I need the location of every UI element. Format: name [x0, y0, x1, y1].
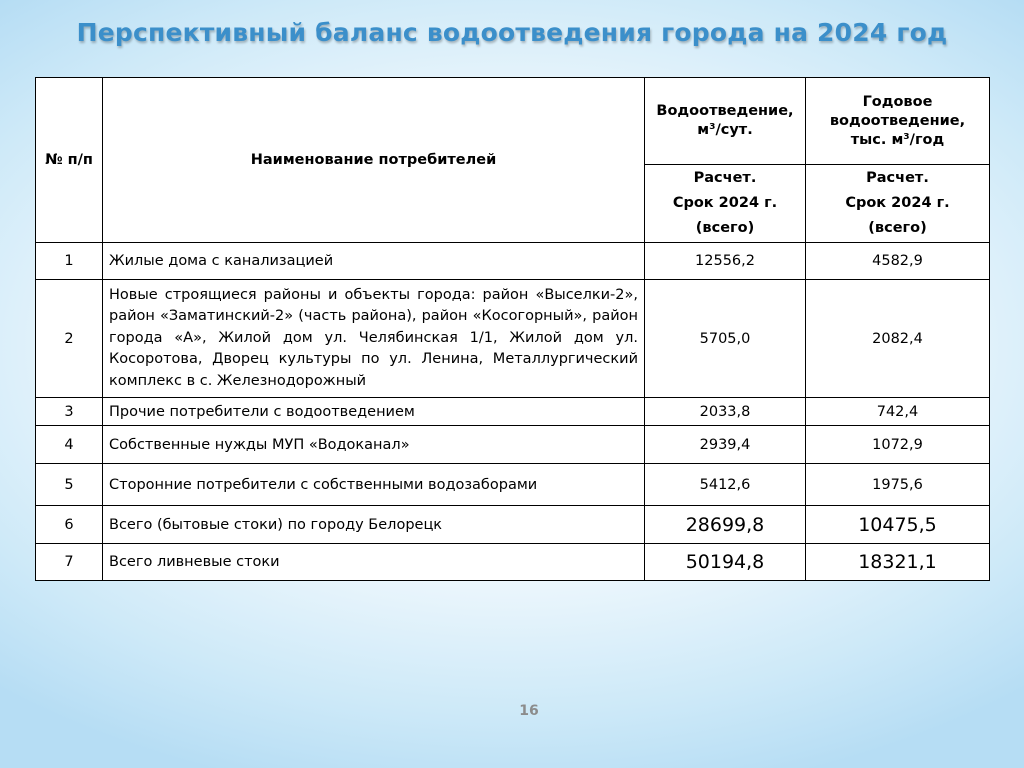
- subheader-annual-line3: (всего): [868, 220, 927, 236]
- table-row: [36, 544, 990, 581]
- row-annual: 18321,1: [806, 544, 990, 581]
- row-daily: 2033,8: [645, 398, 806, 426]
- subheader-daily-line3: (всего): [695, 220, 755, 236]
- row-annual: 10475,5: [806, 506, 990, 544]
- table-row: [36, 280, 990, 398]
- slide-number: 16: [519, 703, 539, 719]
- row-name: Прочие потребители с водоотведением: [103, 398, 645, 426]
- row-num: 4: [36, 426, 103, 464]
- header-num: № п/п: [36, 78, 103, 243]
- row-daily: 2939,4: [645, 426, 806, 464]
- slide-title: Перспективный баланс водоотведения города на 2024 год: [76, 18, 948, 47]
- row-name: Жилые дома с канализацией: [103, 243, 645, 280]
- row-daily: 28699,8: [645, 506, 806, 544]
- subheader-daily-line1: Расчет.: [693, 170, 757, 186]
- table-row: [36, 464, 990, 506]
- row-num: 6: [36, 506, 103, 544]
- header-row: [36, 78, 990, 165]
- subheader-annual: [806, 165, 990, 243]
- subheader-daily-line2: Срок 2024 г.: [672, 195, 778, 211]
- row-name: Всего (бытовые стоки) по городу Белорецк: [103, 506, 645, 544]
- row-num: 3: [36, 398, 103, 426]
- subheader-annual-line1: Расчет.: [866, 170, 929, 186]
- header-name: Наименование потребителей: [103, 78, 645, 243]
- row-daily: 12556,2: [645, 243, 806, 280]
- row-daily: 5412,6: [645, 464, 806, 506]
- balance-table: [35, 77, 990, 581]
- row-annual: 4582,9: [806, 243, 990, 280]
- row-annual: 742,4: [806, 398, 990, 426]
- subheader-daily: [645, 165, 806, 243]
- header-daily: Водоотведение, м³/сут.: [645, 78, 806, 165]
- row-name: Сторонние потребители с собственными водозаборами: [103, 464, 645, 506]
- row-annual: 1975,6: [806, 464, 990, 506]
- table-row: [36, 506, 990, 544]
- table-row: [36, 243, 990, 280]
- row-name: Всего ливневые стоки: [103, 544, 645, 581]
- row-annual: 1072,9: [806, 426, 990, 464]
- table-row: [36, 398, 990, 426]
- row-daily: 5705,0: [645, 280, 806, 398]
- row-num: 1: [36, 243, 103, 280]
- row-num: 2: [36, 280, 103, 398]
- header-annual: Годовое водоотведение, тыс. м³/год: [806, 78, 990, 165]
- row-num: 7: [36, 544, 103, 581]
- row-daily: 50194,8: [645, 544, 806, 581]
- row-annual: 2082,4: [806, 280, 990, 398]
- row-num: 5: [36, 464, 103, 506]
- table-row: [36, 426, 990, 464]
- row-name: Собственные нужды МУП «Водоканал»: [103, 426, 645, 464]
- subheader-annual-line2: Срок 2024 г.: [845, 195, 950, 211]
- row-name: Новые строящиеся районы и объекты города: район «Выселки-2», район «Заматинский-2» (часть района), район «Косогорный», район города «А», Жилой дом ул. Челябинская 1/1, Жилой дом ул. Косоротова, Дворец культуры по ул. Ленина, Металлургический комплекс в с. Железнодорожный: [103, 280, 645, 398]
